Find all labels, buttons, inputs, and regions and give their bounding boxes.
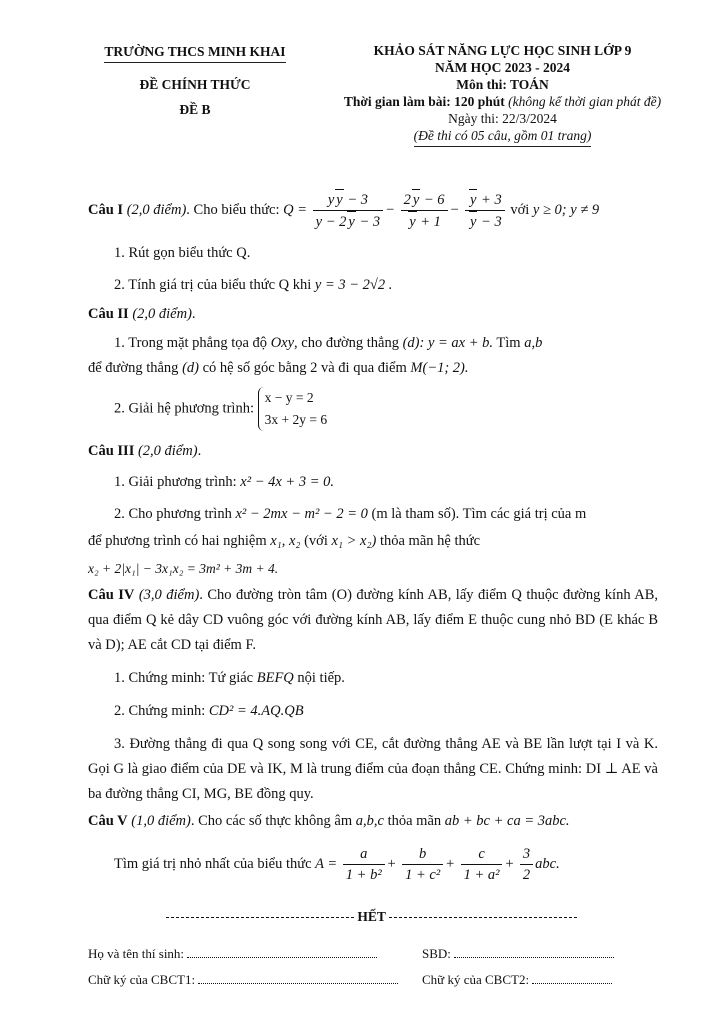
- q5-part: Tìm giá trị nhỏ nhất của biểu thức A = $\frac{a}{\text{1 + b²}}$ + $\frac{b}{\text{1 + c²}}$ + $\frac{c}{\text{1 + a²}}$ + $\frac{3}{2}$ abc.: [114, 846, 560, 884]
- question-1: Câu I (2,0 điểm). Cho biểu thức: Q = $\frac{\text{y y − 3}}{y - 2 y - 3}$ − $\frac{2 y - 6}{y + 1}$ − $\frac{y + 3}{y - 3}$ với y ≥ 0; y ≠ 9: [88, 186, 658, 234]
- end-marker: HẾT: [148, 909, 595, 925]
- exam-code: ĐỀ B: [179, 102, 211, 117]
- exam-content: [88, 186, 658, 888]
- q3-part2-cont: để phương trình có hai nghiệm x₁, x₂ (với x₁ > x₂) thỏa mãn hệ thức: [88, 533, 481, 549]
- exam-title: KHẢO SÁT NĂNG LỰC HỌC SINH LỚP 9: [373, 43, 632, 58]
- school-year: NĂM HỌC 2023 - 2024: [435, 60, 570, 75]
- question-4: Câu IV (3,0 điểm). Cho đường tròn tâm (O) đường kính AB, lấy điểm Q thuộc đường kính AB, qua điểm Q kẻ dây CD vuông góc với đường kính AB, lấy điểm E thuộc cung nhỏ BD (E khác B và D); AE cắt CD tại điểm F.: [88, 587, 659, 653]
- cbct2-signature-field: Chữ ký của CBCT2:: [422, 972, 612, 988]
- sbd-field: SBD:: [422, 946, 614, 962]
- q1-part2: 2. Tính giá trị của biểu thức Q khi y = 3 − 2√2 .: [114, 277, 393, 293]
- cbct1-signature-field: Chữ ký của CBCT1:: [88, 972, 398, 988]
- a-expression: A = $\frac{a}{\text{1 + b²}}$ + $\frac{b}{\text{1 + c²}}$ + $\frac{c}{\text{1 + a²}}$ + $\frac{3}{2}$ abc.: [315, 846, 560, 884]
- q3-part1: 1. Giải phương trình: x² − 4x + 3 = 0.: [114, 474, 334, 490]
- duration: Thời gian làm bài: 120 phút (không kể thời gian phát đề): [343, 94, 662, 109]
- question-2: Câu II (2,0 điểm).: [88, 306, 196, 322]
- school-name: TRƯỜNG THCS MINH KHAI: [104, 42, 285, 63]
- q4-part3: 3. Đường thẳng đi qua Q song song với CE, cắt đường thẳng AE và BE lần lượt tại I và K. Gọi G là giao điểm của DE và IK, M là trung điểm của đoạn thẳng CE. Chứng minh: DI ⊥ AE và ba đường thẳng CI, MG, BE đồng quy.: [88, 736, 658, 802]
- candidate-name-field: Họ và tên thí sinh:: [88, 946, 377, 962]
- q3-relation: x₂ + 2|x₁| − 3x₁x₂ = 3m² + 3m + 4.: [88, 561, 279, 576]
- header-left: [95, 42, 295, 119]
- q4-part1: 1. Chứng minh: Tứ giác BEFQ nội tiếp.: [114, 670, 345, 686]
- header-right: [325, 42, 680, 147]
- q2-part2: 2. Giải hệ phương trình: x − y = 2 3x + 2y = 6: [88, 387, 658, 431]
- question-5: Câu V (1,0 điểm). Cho các số thực không âm a,b,c thỏa mãn ab + bc + ca = 3abc.: [88, 813, 570, 829]
- q-expression: Q = $\frac{\text{y y − 3}}{y - 2 y - 3}$ − $\frac{2 y - 6}{y + 1}$ − $\frac{y + 3}{y - 3}$: [283, 202, 510, 218]
- subject: Môn thi: TOÁN: [456, 77, 549, 92]
- page-count-note: (Đề thi có 05 câu, gồm 01 trang): [414, 127, 592, 147]
- q3-part2: 2. Cho phương trình x² − 2mx − m² − 2 = 0 (m là tham số). Tìm các giá trị của m: [114, 506, 587, 522]
- q1-part1: 1. Rút gọn biểu thức Q.: [114, 245, 251, 261]
- exam-date: Ngày thi: 22/3/2024: [448, 111, 557, 126]
- official-label: ĐỀ CHÍNH THỨC: [139, 77, 251, 92]
- q4-part2: 2. Chứng minh: CD² = 4.AQ.QB: [114, 703, 304, 719]
- q2-part1-cont: để đường thẳng (d) có hệ số góc bằng 2 và đi qua điểm M(−1; 2).: [88, 360, 469, 376]
- question-3: Câu III (2,0 điểm).: [88, 443, 202, 459]
- q2-part1: 1. Trong mặt phẳng tọa độ Oxy, cho đường thẳng (d): y = ax + b. Tìm a,b: [114, 335, 543, 351]
- equation-system: x − y = 2 3x + 2y = 6: [258, 387, 327, 431]
